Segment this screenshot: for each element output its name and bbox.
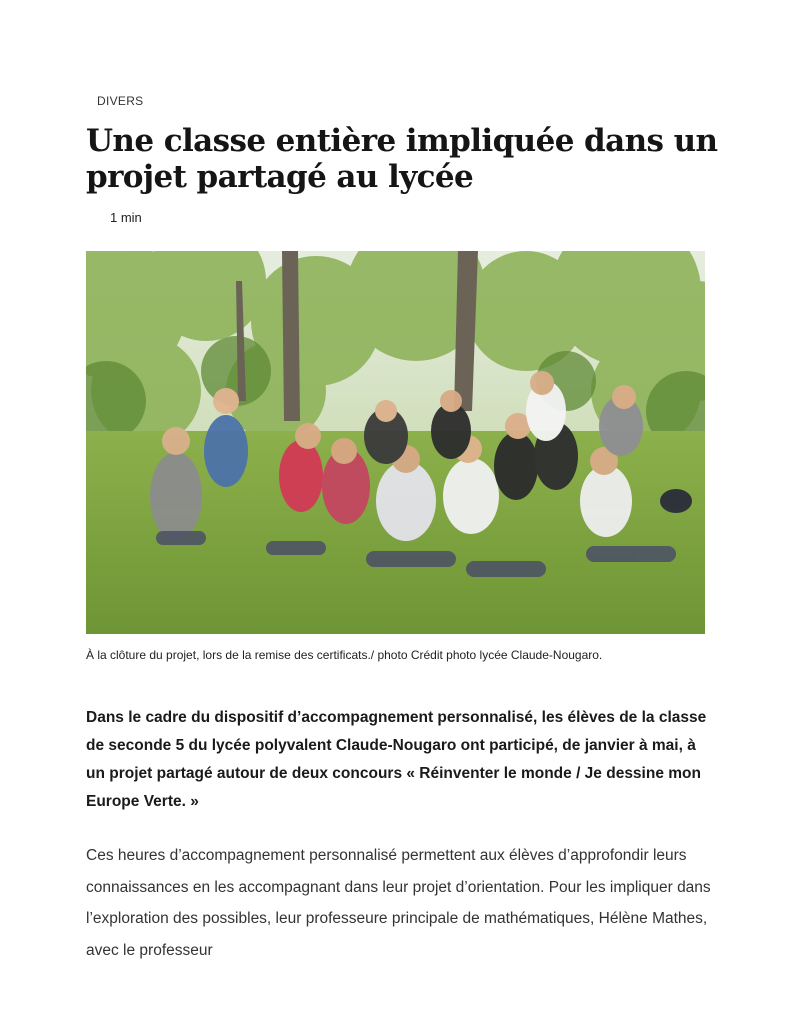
group-photo-illustration [86,251,705,634]
read-time: 1 min [110,210,142,225]
article-category: DIVERS [97,94,144,108]
article-title: Une classe entière impliquée dans un projet partagé au lycée [86,123,718,195]
article-photo [86,251,705,634]
article-body: Ces heures d’accompagnement personnalisé permettent aux élèves d’approfondir leurs connaissances en les accompagnant dans leur projet d’orientation. Pour les impliquer dans l’exploration des possibles, leur professeure principale de mathématiques, Hélène Mathes, avec le professeur [86,847,711,959]
article-lead: Dans le cadre du dispositif d’accompagnement personnalisé, les élèves de la classe de seconde 5 du lycée polyvalent Claude-Nougaro ont participé, de janvier à mai, à un projet partagé autour de deux concours « Réinventer le monde / Je dessine mon Europe Verte. » [86,709,707,810]
photo-caption: À la clôture du projet, lors de la remise des certificats./ photo Crédit photo lycée Claude-Nougaro. [86,648,603,662]
